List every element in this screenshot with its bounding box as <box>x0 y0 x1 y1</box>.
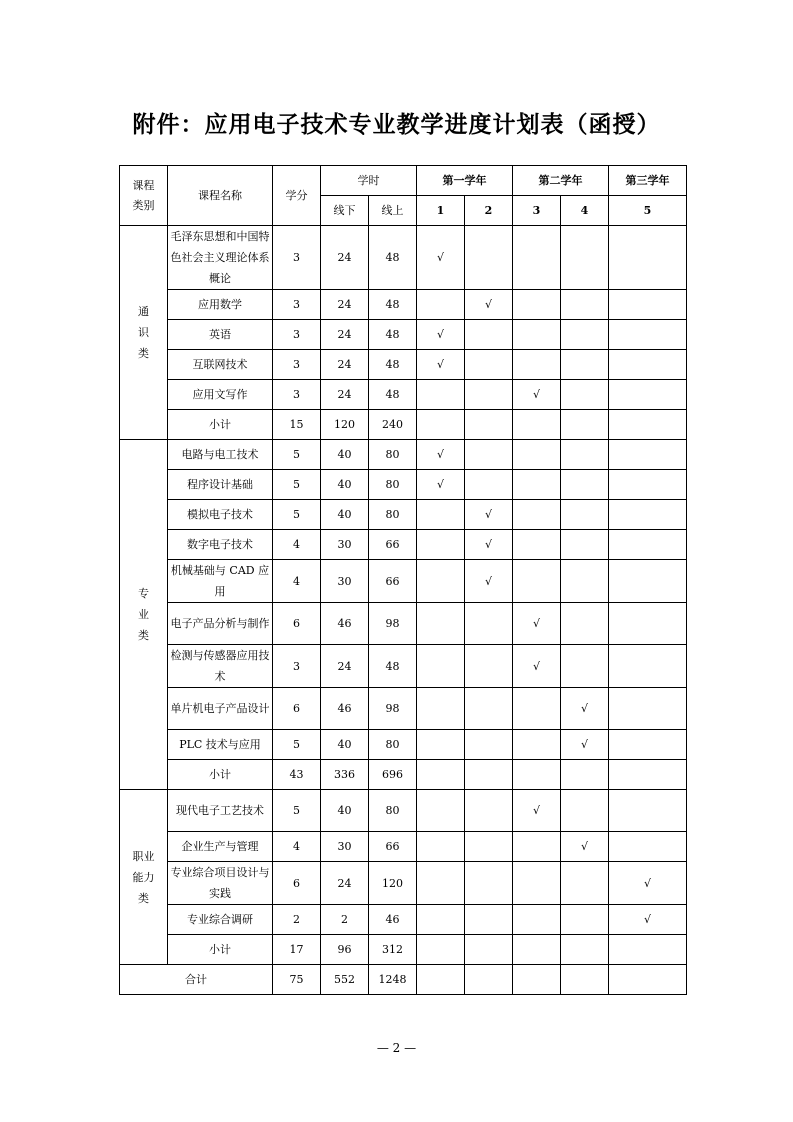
table-row <box>120 226 687 290</box>
term-2-mark: √ <box>465 530 513 560</box>
offline-hours-cell: 336 <box>321 760 369 790</box>
online-hours-cell: 80 <box>369 440 417 470</box>
offline-hours-cell: 96 <box>321 935 369 965</box>
offline-hours-cell: 2 <box>321 905 369 935</box>
term-1-mark <box>417 905 465 935</box>
term-2-mark <box>465 790 513 832</box>
term-3-mark <box>513 350 561 380</box>
offline-hours-cell: 40 <box>321 470 369 500</box>
online-hours-cell: 48 <box>369 320 417 350</box>
course-name: 专业综合项目设计与实践 <box>168 862 273 905</box>
term-3-mark <box>513 530 561 560</box>
table-row <box>120 530 687 560</box>
term-5-mark <box>609 790 687 832</box>
term-4-mark <box>561 500 609 530</box>
credits-cell: 3 <box>273 380 321 410</box>
course-name: 应用数学 <box>168 290 273 320</box>
credits-cell: 5 <box>273 730 321 760</box>
course-name: 检测与传感器应用技术 <box>168 645 273 688</box>
offline-hours-cell: 30 <box>321 832 369 862</box>
credits-cell: 6 <box>273 603 321 645</box>
table-row <box>120 832 687 862</box>
total-credits: 75 <box>273 965 321 995</box>
table-row <box>120 603 687 645</box>
term-3-mark <box>513 730 561 760</box>
online-hours-cell: 80 <box>369 790 417 832</box>
term-1-mark <box>417 530 465 560</box>
credits-cell: 5 <box>273 440 321 470</box>
offline-hours-cell: 24 <box>321 350 369 380</box>
term-3-mark <box>513 760 561 790</box>
table-row <box>120 500 687 530</box>
term-1-mark <box>417 603 465 645</box>
term-1-mark <box>417 760 465 790</box>
header-online: 线上 <box>369 196 417 226</box>
course-name: 小计 <box>168 410 273 440</box>
term-2-mark <box>465 935 513 965</box>
offline-hours-cell: 120 <box>321 410 369 440</box>
course-name: 现代电子工艺技术 <box>168 790 273 832</box>
term-4-mark <box>561 603 609 645</box>
online-hours-cell: 66 <box>369 560 417 603</box>
online-hours-cell: 98 <box>369 603 417 645</box>
term-3-mark <box>513 862 561 905</box>
term-2-mark <box>465 832 513 862</box>
offline-hours-cell: 30 <box>321 560 369 603</box>
credits-cell: 3 <box>273 226 321 290</box>
offline-hours-cell: 40 <box>321 790 369 832</box>
term-3-mark <box>513 832 561 862</box>
term-5-mark: √ <box>609 905 687 935</box>
header-offline: 线下 <box>321 196 369 226</box>
table-row <box>120 290 687 320</box>
term-5-mark <box>609 688 687 730</box>
course-name: 电路与电工技术 <box>168 440 273 470</box>
term-4-mark <box>561 530 609 560</box>
credits-cell: 3 <box>273 290 321 320</box>
term-3-mark <box>513 410 561 440</box>
category-cell: 职业 能力 类 <box>120 790 168 965</box>
header-year-2: 第二学年 <box>513 166 609 196</box>
term-1-mark <box>417 380 465 410</box>
table-row <box>120 350 687 380</box>
term-1-mark <box>417 730 465 760</box>
subtotal-label: 小计 <box>168 935 273 965</box>
table-row <box>120 862 687 905</box>
online-hours-cell: 80 <box>369 470 417 500</box>
total-label: 合计 <box>120 965 273 995</box>
course-name: 互联网技术 <box>168 350 273 380</box>
header-term-5: 5 <box>609 196 687 226</box>
credits-cell: 6 <box>273 862 321 905</box>
term-5-mark <box>609 645 687 688</box>
term-2-mark: √ <box>465 500 513 530</box>
online-hours-cell: 80 <box>369 730 417 760</box>
credits-cell: 3 <box>273 350 321 380</box>
offline-hours-cell: 46 <box>321 688 369 730</box>
course-name: 机械基础与 CAD 应用 <box>168 560 273 603</box>
teaching-plan-table <box>119 165 687 995</box>
total-term-cell <box>465 965 513 995</box>
offline-hours-cell: 46 <box>321 603 369 645</box>
term-1-mark <box>417 500 465 530</box>
term-4-mark <box>561 905 609 935</box>
online-hours-cell: 696 <box>369 760 417 790</box>
table-row <box>120 935 687 965</box>
course-name: 应用文写作 <box>168 380 273 410</box>
term-5-mark <box>609 603 687 645</box>
term-5-mark <box>609 440 687 470</box>
course-name: 英语 <box>168 320 273 350</box>
term-5-mark <box>609 410 687 440</box>
term-1-mark <box>417 645 465 688</box>
course-name: 电子产品分析与制作 <box>168 603 273 645</box>
term-4-mark: √ <box>561 730 609 760</box>
credits-cell: 6 <box>273 688 321 730</box>
term-4-mark <box>561 862 609 905</box>
offline-hours-cell: 40 <box>321 440 369 470</box>
term-4-mark <box>561 760 609 790</box>
table-row <box>120 560 687 603</box>
online-hours-cell: 120 <box>369 862 417 905</box>
course-name: 毛泽东思想和中国特色社会主义理论体系概论 <box>168 226 273 290</box>
header-term-3: 3 <box>513 196 561 226</box>
online-hours-cell: 48 <box>369 226 417 290</box>
term-4-mark <box>561 290 609 320</box>
term-2-mark <box>465 862 513 905</box>
term-2-mark <box>465 905 513 935</box>
term-5-mark <box>609 226 687 290</box>
term-1-mark: √ <box>417 440 465 470</box>
term-2-mark <box>465 320 513 350</box>
term-2-mark <box>465 350 513 380</box>
table-row <box>120 760 687 790</box>
term-2-mark <box>465 603 513 645</box>
course-name: 小计 <box>168 760 273 790</box>
term-4-mark: √ <box>561 832 609 862</box>
online-hours-cell: 46 <box>369 905 417 935</box>
term-2-mark <box>465 440 513 470</box>
offline-hours-cell: 24 <box>321 226 369 290</box>
credits-cell: 3 <box>273 320 321 350</box>
table-row <box>120 790 687 832</box>
offline-hours-cell: 24 <box>321 380 369 410</box>
course-name: 单片机电子产品设计 <box>168 688 273 730</box>
credits-cell: 5 <box>273 790 321 832</box>
total-term-cell <box>561 965 609 995</box>
credits-cell: 4 <box>273 560 321 603</box>
header-year-1: 第一学年 <box>417 166 513 196</box>
term-3-mark <box>513 440 561 470</box>
term-4-mark <box>561 645 609 688</box>
table-row <box>120 730 687 760</box>
term-2-mark: √ <box>465 560 513 603</box>
term-4-mark <box>561 935 609 965</box>
credits-cell: 5 <box>273 500 321 530</box>
course-name: 专业综合调研 <box>168 905 273 935</box>
term-3-mark <box>513 226 561 290</box>
offline-hours-cell: 40 <box>321 500 369 530</box>
credits-cell: 2 <box>273 905 321 935</box>
category-cell: 专 业 类 <box>120 440 168 790</box>
term-4-mark <box>561 440 609 470</box>
term-3-mark: √ <box>513 603 561 645</box>
term-3-mark <box>513 470 561 500</box>
term-2-mark: √ <box>465 290 513 320</box>
term-5-mark <box>609 730 687 760</box>
term-2-mark <box>465 380 513 410</box>
online-hours-cell: 48 <box>369 290 417 320</box>
credits-cell: 3 <box>273 645 321 688</box>
header-credits: 学分 <box>273 166 321 226</box>
term-1-mark <box>417 832 465 862</box>
term-1-mark <box>417 560 465 603</box>
table-row <box>120 410 687 440</box>
offline-hours-cell: 24 <box>321 862 369 905</box>
credits-cell: 4 <box>273 832 321 862</box>
term-3-mark <box>513 935 561 965</box>
term-4-mark <box>561 410 609 440</box>
online-hours-cell: 98 <box>369 688 417 730</box>
term-3-mark <box>513 500 561 530</box>
header-hours: 学时 <box>321 166 417 196</box>
header-term-1: 1 <box>417 196 465 226</box>
online-hours-cell: 48 <box>369 350 417 380</box>
course-name: PLC 技术与应用 <box>168 730 273 760</box>
online-hours-cell: 66 <box>369 530 417 560</box>
course-name: 企业生产与管理 <box>168 832 273 862</box>
credits-cell: 17 <box>273 935 321 965</box>
credits-cell: 43 <box>273 760 321 790</box>
course-name: 数字电子技术 <box>168 530 273 560</box>
term-3-mark <box>513 290 561 320</box>
term-5-mark <box>609 760 687 790</box>
credits-cell: 5 <box>273 470 321 500</box>
offline-hours-cell: 24 <box>321 320 369 350</box>
term-3-mark <box>513 560 561 603</box>
header-course-name: 课程名称 <box>168 166 273 226</box>
online-hours-cell: 48 <box>369 645 417 688</box>
term-4-mark <box>561 560 609 603</box>
table-row <box>120 905 687 935</box>
online-hours-cell: 48 <box>369 380 417 410</box>
course-name: 程序设计基础 <box>168 470 273 500</box>
term-5-mark <box>609 500 687 530</box>
term-4-mark <box>561 350 609 380</box>
term-5-mark <box>609 530 687 560</box>
term-1-mark <box>417 935 465 965</box>
term-3-mark <box>513 905 561 935</box>
header-year-3: 第三学年 <box>609 166 687 196</box>
term-2-mark <box>465 410 513 440</box>
table-row <box>120 688 687 730</box>
term-4-mark <box>561 790 609 832</box>
header-row-1 <box>120 166 687 196</box>
online-hours-cell: 80 <box>369 500 417 530</box>
term-5-mark <box>609 935 687 965</box>
term-5-mark <box>609 320 687 350</box>
credits-cell: 4 <box>273 530 321 560</box>
table-row <box>120 645 687 688</box>
term-5-mark <box>609 560 687 603</box>
term-2-mark <box>465 688 513 730</box>
term-5-mark <box>609 290 687 320</box>
offline-hours-cell: 24 <box>321 290 369 320</box>
term-2-mark <box>465 226 513 290</box>
table-row <box>120 380 687 410</box>
term-2-mark <box>465 645 513 688</box>
course-name: 模拟电子技术 <box>168 500 273 530</box>
term-4-mark <box>561 470 609 500</box>
table-row <box>120 320 687 350</box>
total-row <box>120 965 687 995</box>
credits-cell: 15 <box>273 410 321 440</box>
term-2-mark <box>465 760 513 790</box>
category-cell: 通 识 类 <box>120 226 168 440</box>
term-1-mark <box>417 862 465 905</box>
term-5-mark <box>609 470 687 500</box>
online-hours-cell: 66 <box>369 832 417 862</box>
total-term-cell <box>513 965 561 995</box>
term-4-mark: √ <box>561 688 609 730</box>
offline-hours-cell: 30 <box>321 530 369 560</box>
term-3-mark: √ <box>513 790 561 832</box>
term-1-mark: √ <box>417 350 465 380</box>
online-hours-cell: 240 <box>369 410 417 440</box>
term-2-mark <box>465 730 513 760</box>
term-2-mark <box>465 470 513 500</box>
term-3-mark: √ <box>513 645 561 688</box>
term-4-mark <box>561 226 609 290</box>
offline-hours-cell: 24 <box>321 645 369 688</box>
header-term-4: 4 <box>561 196 609 226</box>
term-1-mark <box>417 290 465 320</box>
total-term-cell <box>417 965 465 995</box>
table-row <box>120 470 687 500</box>
term-1-mark <box>417 790 465 832</box>
term-5-mark <box>609 350 687 380</box>
term-3-mark <box>513 320 561 350</box>
term-5-mark: √ <box>609 862 687 905</box>
term-3-mark <box>513 688 561 730</box>
term-5-mark <box>609 380 687 410</box>
header-category: 课程 类别 <box>120 166 168 226</box>
page-number: — 2 — <box>376 1041 417 1055</box>
online-hours-cell: 312 <box>369 935 417 965</box>
term-1-mark <box>417 410 465 440</box>
total-term-cell <box>609 965 687 995</box>
offline-hours-cell: 40 <box>321 730 369 760</box>
header-term-2: 2 <box>465 196 513 226</box>
page-title: 附件：应用电子技术专业教学进度计划表（函授） <box>132 111 661 138</box>
total-offline-hours: 552 <box>321 965 369 995</box>
term-4-mark <box>561 380 609 410</box>
table-row <box>120 440 687 470</box>
term-4-mark <box>561 320 609 350</box>
term-1-mark <box>417 688 465 730</box>
total-online-hours: 1248 <box>369 965 417 995</box>
term-1-mark: √ <box>417 470 465 500</box>
term-3-mark: √ <box>513 380 561 410</box>
term-5-mark <box>609 832 687 862</box>
term-1-mark: √ <box>417 226 465 290</box>
term-1-mark: √ <box>417 320 465 350</box>
